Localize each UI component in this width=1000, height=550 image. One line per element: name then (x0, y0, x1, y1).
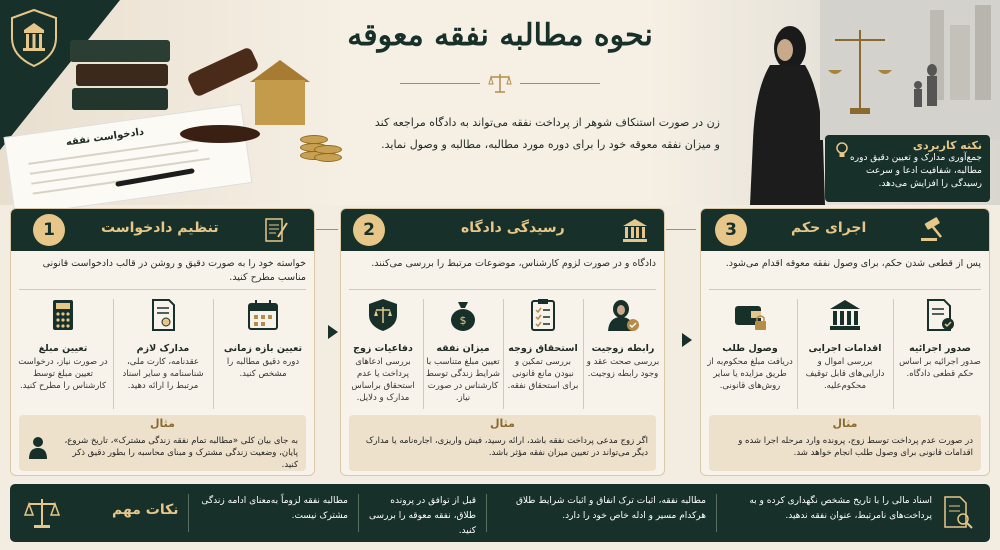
money-bag-icon (445, 297, 481, 333)
step-header-1 (11, 209, 314, 251)
item-title: وصول طلب (722, 343, 778, 354)
example-text: به جای بیان کلی «مطالبه تمام نفقه زندگی مشترک»، تاریخ شروع، پایان، وضعیت زندگی مشترک و مبنای محاسبه را بطور دقیق ذکر کنید. (64, 436, 298, 470)
calculator-icon (45, 297, 81, 333)
arrow-right-icon (328, 325, 338, 339)
item-title: دفاعیات زوج (353, 343, 413, 354)
item-amount-nafaqe (425, 297, 501, 404)
step-panel-2 (340, 208, 665, 476)
item-title: استحقاق زوجه (508, 343, 578, 354)
tip-box (825, 135, 990, 202)
item-text: بررسی اموال و دارایی‌های قابل توقیف محکوم‌علیه. (805, 357, 885, 391)
item-title: اقدامات اجرایی (808, 343, 882, 354)
step-number-3: 3 (715, 214, 747, 246)
item-collection (705, 297, 795, 392)
certificate-icon (145, 297, 181, 333)
person-icon (27, 435, 49, 459)
paper-title: دادخواست نفقه (65, 126, 145, 149)
page-title: نحوه مطالبه نفقه معوقه (347, 18, 653, 53)
step-number-1: 1 (33, 214, 65, 246)
notes-title: نکات مهم (112, 502, 179, 518)
item-defense (345, 297, 421, 404)
example-box-3 (709, 415, 981, 471)
step-desc-1: خواسته خود را به صورت دقیق و روشن در قالب دادخواست قانونی مناسب مطرح کنید. (42, 258, 306, 283)
note-1: اسناد مالی را با تاریخ مشخص نگهداری کرده و به پرداخت‌های نامرتبط، عنوان نفقه ندهید. (749, 496, 932, 521)
note-2: مطالبه نفقه، اثبات ترک انفاق و اثبات شرایط طلاق هرکدام مسیر و ادله خاص خود را دارد. (515, 496, 706, 521)
intro-line-1: زن در صورت استنکاف شوهر از پرداخت نفقه می‌تواند به دادگاه مراجعه کند (374, 116, 720, 129)
item-writ (895, 297, 985, 380)
step-desc-2: دادگاه و در صورت لزوم کارشناس، موضوعات مرتبط را بررسی می‌کنند. (371, 258, 656, 269)
important-notes-bar (10, 484, 990, 542)
item-text: دوره دقیق مطالبه را مشخص کنید. (226, 357, 300, 379)
item-title: تعیین مبلغ (38, 343, 88, 354)
scale-icon (24, 496, 60, 530)
item-text: بررسی صحت عقد و وجود رابطه زوجیت. (586, 357, 660, 379)
woman-silhouette (735, 10, 825, 205)
document-check-icon (922, 297, 958, 333)
connector-2 (666, 229, 696, 230)
step-panel-3 (700, 208, 990, 476)
note-3: قبل از توافق در پرونده طلاق، نفقه معوقه را بررسی کنید. (369, 496, 476, 536)
scale-icon (488, 72, 512, 94)
books-illustration (70, 40, 170, 110)
item-text: عقدنامه، کارت ملی، شناسنامه و سایر اسناد مرتبط را ارائه دهید. (122, 357, 204, 391)
city-background (820, 0, 1000, 140)
shield-logo-icon (8, 8, 60, 68)
step-title-3: اجرای حکم (791, 220, 867, 236)
document-search-icon (942, 494, 974, 530)
item-text: صدور اجرائیه بر اساس حکم قطعی دادگاه. (899, 357, 981, 379)
house-roof (250, 60, 310, 82)
title-divider-left (400, 83, 480, 84)
example-title: مثال (832, 417, 858, 430)
item-title: رابطه زوجیت (591, 343, 655, 354)
gavel-icon (919, 217, 947, 243)
item-text: دریافت مبلغ محکوم‌به از طریق مزایده یا سایر روش‌های قانونی. (707, 357, 793, 391)
intro-text (340, 112, 720, 156)
item-text: تعیین مبلغ متناسب با شرایط زندگی توسط کارشناس در صورت نیاز. (425, 357, 501, 403)
wallet-lock-icon (732, 297, 768, 333)
step-panel-1 (10, 208, 315, 476)
svg-text:$: $ (459, 314, 467, 327)
intro-line-2: و میزان نفقه معوقه خود را برای دوره مورد مطالبه، مطالبه و وصول نماید. (381, 138, 720, 151)
item-title: میزان نفقه (436, 343, 490, 354)
step-title-2: رسیدگی دادگاه (461, 220, 565, 236)
step-header-3 (701, 209, 989, 251)
calendar-icon (245, 297, 281, 333)
shield-scale-icon (365, 297, 401, 333)
tip-text: جمع‌آوری مدارک و تعیین دقیق دوره مطالبه، شفافیت ادعا و سرعت رسیدگی را افزایش می‌دهد. (850, 153, 982, 189)
courthouse-icon (621, 217, 649, 243)
step-title-1: تنظیم دادخواست (101, 220, 219, 236)
example-text: در صورت عدم پرداخت توسط زوج، پرونده وارد مرحله اجرا شده و اقدامات قانونی برای وصول طلب انجام خواهد شد. (738, 436, 973, 458)
coins-illustration (300, 115, 340, 165)
item-title: تعیین بازه زمانی (223, 343, 303, 354)
item-text: بررسی ادعاهای پرداخت یا عدم استحقاق براساس مدارک و دلایل. (351, 357, 415, 403)
item-text: در صورت نیاز، درخواست تعیین مبلغ توسط کارشناس را مطرح کنید. (18, 357, 108, 391)
gavel-block (180, 125, 260, 143)
example-box-2 (349, 415, 656, 471)
connector-1 (316, 229, 338, 230)
item-enforcement (799, 297, 891, 392)
lightbulb-icon (833, 141, 851, 159)
item-title: مدارک لازم (136, 343, 190, 354)
example-box-1 (19, 415, 306, 471)
document-pen-icon (263, 217, 291, 243)
step-header-2 (341, 209, 664, 251)
house-illustration (255, 80, 305, 125)
checklist-icon (525, 297, 561, 333)
example-text: اگر زوج مدعی پرداخت نفقه باشد، ارائه رسید، فیش واریزی، اجاره‌نامه یا مدارک دیگر می‌تواند در تعیین میزان نفقه مؤثر باشد. (365, 436, 648, 458)
item-marriage (585, 297, 661, 380)
arrow-right-icon (682, 333, 692, 347)
item-text: بررسی تمکین و نبودن مانع قانونی برای استحقاق نفقه. (507, 357, 579, 391)
title-divider-right (520, 83, 600, 84)
item-documents (117, 297, 209, 392)
tip-title: نکته کاربردی (912, 139, 982, 152)
item-entitlement (505, 297, 581, 392)
step-desc-3: پس از قطعی شدن حکم، برای وصول نفقه معوقه اقدام می‌شود. (725, 258, 981, 269)
bank-icon (827, 297, 863, 333)
woman-check-icon (605, 297, 641, 333)
item-period (217, 297, 309, 380)
example-title: مثال (150, 417, 175, 430)
item-amount (17, 297, 109, 392)
note-4: مطالبه نفقه لزوماً به‌معنای ادامه زندگی مشترک نیست. (201, 496, 348, 521)
item-title: صدور اجرائیه (909, 343, 971, 354)
example-title: مثال (490, 417, 515, 430)
step-number-2: 2 (353, 214, 385, 246)
